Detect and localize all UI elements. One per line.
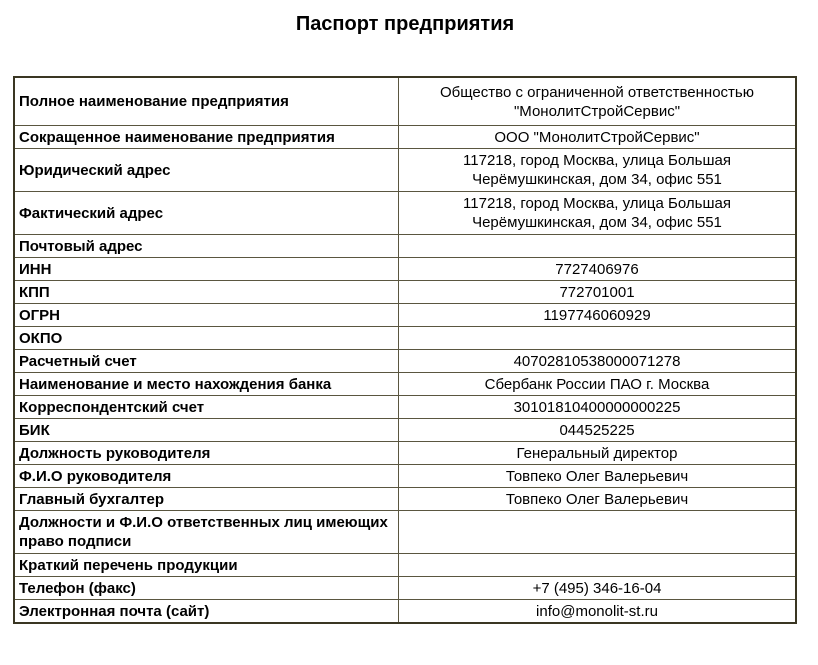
table-row-director-position — [14, 442, 796, 465]
table-row-chief-accountant — [14, 488, 796, 511]
row-label: Почтовый адрес — [14, 235, 399, 258]
table-row-bik — [14, 419, 796, 442]
table-row-actual-address — [14, 192, 796, 235]
row-label: БИК — [14, 419, 399, 442]
row-value: 044525225 — [399, 419, 797, 442]
row-value: info@monolit-st.ru — [399, 600, 797, 624]
row-label: Юридический адрес — [14, 149, 399, 192]
table-row-kpp — [14, 281, 796, 304]
row-value: 117218, город Москва, улица Большая Черёмушкинская, дом 34, офис 551 — [399, 192, 797, 235]
row-label: КПП — [14, 281, 399, 304]
row-label: Ф.И.О руководителя — [14, 465, 399, 488]
row-label: ИНН — [14, 258, 399, 281]
row-label: ОКПО — [14, 327, 399, 350]
row-label: Электронная почта (сайт) — [14, 600, 399, 624]
table-row-inn — [14, 258, 796, 281]
row-value — [399, 511, 797, 554]
table-row-ogrn — [14, 304, 796, 327]
row-value: 40702810538000071278 — [399, 350, 797, 373]
row-value: Товпеко Олег Валерьевич — [399, 488, 797, 511]
row-value — [399, 327, 797, 350]
page-title: Паспорт предприятия — [295, 13, 515, 35]
row-value: Сбербанк России ПАО г. Москва — [399, 373, 797, 396]
row-value: 7727406976 — [399, 258, 797, 281]
row-label: Корреспондентский счет — [14, 396, 399, 419]
row-value — [399, 235, 797, 258]
table-row-short-name — [14, 126, 796, 149]
table-row-signatories — [14, 511, 796, 554]
row-label: Главный бухгалтер — [14, 488, 399, 511]
row-value — [399, 554, 797, 577]
row-value: Товпеко Олег Валерьевич — [399, 465, 797, 488]
table-row-products — [14, 554, 796, 577]
row-label: Краткий перечень продукции — [14, 554, 399, 577]
row-value: +7 (495) 346-16-04 — [399, 577, 797, 600]
table-row-phone — [14, 577, 796, 600]
row-label: ОГРН — [14, 304, 399, 327]
table-row-correspondent-account — [14, 396, 796, 419]
row-value: 1197746060929 — [399, 304, 797, 327]
table-row-bank-name — [14, 373, 796, 396]
row-label: Телефон (факс) — [14, 577, 399, 600]
row-value: 117218, город Москва, улица Большая Черёмушкинская, дом 34, офис 551 — [399, 149, 797, 192]
row-value: ООО "МонолитСтройСервис" — [399, 126, 797, 149]
row-value: 30101810400000000225 — [399, 396, 797, 419]
table-row-settlement-account — [14, 350, 796, 373]
row-label: Фактический адрес — [14, 192, 399, 235]
row-value: 772701001 — [399, 281, 797, 304]
table-row-email — [14, 600, 796, 624]
row-label: Должность руководителя — [14, 442, 399, 465]
table-row-okpo — [14, 327, 796, 350]
row-label: Полное наименование предприятия — [14, 77, 399, 126]
row-value: Генеральный директор — [399, 442, 797, 465]
row-value: Общество с ограниченной ответственностью "МонолитСтройСервис" — [399, 77, 797, 126]
row-label: Наименование и место нахождения банка — [14, 373, 399, 396]
table-row-director-name — [14, 465, 796, 488]
table-row-legal-address — [14, 149, 796, 192]
row-label: Должности и Ф.И.О ответственных лиц имеющих право подписи — [14, 511, 399, 554]
table-row-full-name — [14, 77, 796, 126]
row-label: Расчетный счет — [14, 350, 399, 373]
table-row-postal-address — [14, 235, 796, 258]
company-passport-table — [13, 76, 797, 624]
row-label: Сокращенное наименование предприятия — [14, 126, 399, 149]
